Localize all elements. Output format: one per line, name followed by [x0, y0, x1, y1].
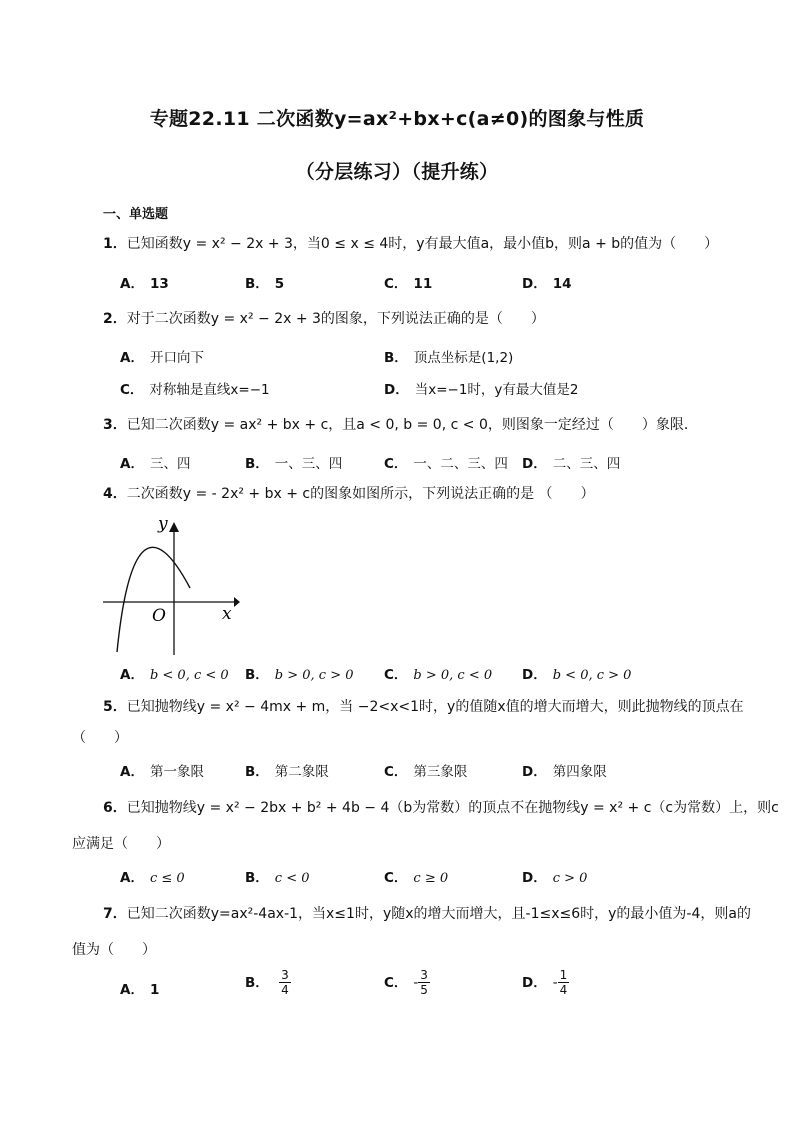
- q2-option-b[interactable]: B． 顶点坐标是(1,2): [384, 350, 514, 366]
- question-text: 已知二次函数y=ax²-4ax-1，当x≤1时，y随x的增大而增大，且-1≤x≤6时，y的最小值为-4，则a的: [126, 906, 751, 922]
- q7-option-d[interactable]: D． - $\frac{1}{4}$: [522, 968, 568, 997]
- question-4: [103, 483, 595, 503]
- parabola-curve: [117, 547, 190, 652]
- question-number: 7．: [103, 906, 127, 922]
- question-6: [103, 797, 779, 817]
- question-number: 5．: [103, 699, 127, 715]
- q5-option-a[interactable]: A． 第一象限: [120, 764, 204, 780]
- question-3: [103, 414, 698, 434]
- q5-option-b[interactable]: B． 第二象限: [245, 764, 329, 780]
- q3-option-d[interactable]: D． 二、三、四: [522, 456, 621, 472]
- q6-option-b[interactable]: B． c < 0: [245, 870, 310, 886]
- q1-option-b[interactable]: B． 5: [245, 276, 285, 292]
- question-5: [103, 696, 744, 716]
- question-2: [103, 308, 545, 328]
- question-7-continuation: 值为（ ）: [72, 942, 156, 958]
- question-6-continuation: 应满足（ ）: [72, 836, 170, 852]
- q1-option-c[interactable]: C． 11: [384, 276, 433, 292]
- question-text: 已知二次函数y = ax² + bx + c，且a < 0, b = 0, c < 0，则图象一定经过（ ）象限．: [126, 417, 698, 433]
- page-title-line1: 专题22.11 二次函数y=ax²+bx+c(a≠0)的图象与性质: [149, 108, 645, 130]
- section-heading: 一、单选题: [103, 207, 169, 222]
- q5-option-d[interactable]: D． 第四象限: [522, 764, 607, 780]
- x-axis-arrow-icon: [234, 597, 240, 607]
- q2-option-c[interactable]: C． 对称轴是直线x=−1: [120, 382, 270, 398]
- q5-option-c[interactable]: C． 第三象限: [384, 764, 468, 780]
- q7-option-a[interactable]: A． 1: [120, 982, 160, 998]
- q2-option-a[interactable]: A． 开口向下: [120, 350, 204, 366]
- q4-option-d[interactable]: D． b < 0, c > 0: [522, 667, 632, 683]
- q1-option-a[interactable]: A． 13: [120, 276, 169, 292]
- question-number: 3．: [103, 417, 127, 433]
- question-7: [103, 903, 751, 923]
- q2-option-d[interactable]: D． 当x=−1时，y有最大值是2: [384, 382, 579, 398]
- question-number: 4．: [103, 486, 127, 502]
- q6-option-a[interactable]: A． c ≤ 0: [120, 870, 185, 886]
- q6-option-c[interactable]: C． c ≥ 0: [384, 870, 449, 886]
- q3-option-c[interactable]: C． 一、二、三、四: [384, 456, 508, 472]
- q4-option-c[interactable]: C． b > 0, c < 0: [384, 667, 493, 683]
- y-axis-label: y: [158, 514, 168, 534]
- q4-option-b[interactable]: B． b > 0, c > 0: [245, 667, 354, 683]
- q3-option-b[interactable]: B． 一、三、四: [245, 456, 343, 472]
- question-text: 已知抛物线y = x² − 2bx + b² + 4b − 4（b为常数）的顶点不在抛物线y = x² + c（c为常数）上，则c: [126, 800, 779, 816]
- question-number: 6．: [103, 800, 127, 816]
- question-text: 二次函数y = - 2x² + bx + c的图象如图所示，下列说法正确的是 （ ）: [126, 486, 595, 502]
- question-text: 已知函数y = x² − 2x + 3，当0 ≤ x ≤ 4时，y有最大值a，最小值b，则a + b的值为（ ）: [126, 236, 719, 252]
- x-axis-label: x: [222, 604, 232, 624]
- q1-option-d[interactable]: D． 14: [522, 276, 572, 292]
- q4-option-a[interactable]: A． b < 0, c < 0: [120, 667, 229, 683]
- question-5-continuation: （ ）: [72, 730, 128, 746]
- page-title-line2: （分层练习）（提升练）: [295, 161, 499, 183]
- question-1: [103, 233, 718, 253]
- question-number: 1．: [103, 236, 127, 252]
- y-axis-arrow-icon: [169, 522, 179, 532]
- q3-option-a[interactable]: A． 三、四: [120, 456, 191, 472]
- parabola-graph: [100, 512, 240, 657]
- q6-option-d[interactable]: D． c > 0: [522, 870, 588, 886]
- q7-option-b[interactable]: B． $\frac{3}{4}$: [245, 968, 289, 997]
- question-text: 对于二次函数y = x² − 2x + 3的图象，下列说法正确的是（ ）: [126, 311, 545, 327]
- fraction: $\frac{3}{5}$: [420, 968, 428, 997]
- origin-label: O: [152, 606, 166, 626]
- question-text: 已知抛物线y = x² − 4mx + m，当 −2<x<1时，y的值随x值的增大而增大，则此抛物线的顶点在: [126, 699, 744, 715]
- question-number: 2．: [103, 311, 127, 327]
- fraction: $\frac{1}{4}$: [559, 968, 568, 997]
- q7-option-c[interactable]: C． - $\frac{3}{5}$: [384, 968, 428, 997]
- fraction: $\frac{3}{4}$: [281, 968, 289, 997]
